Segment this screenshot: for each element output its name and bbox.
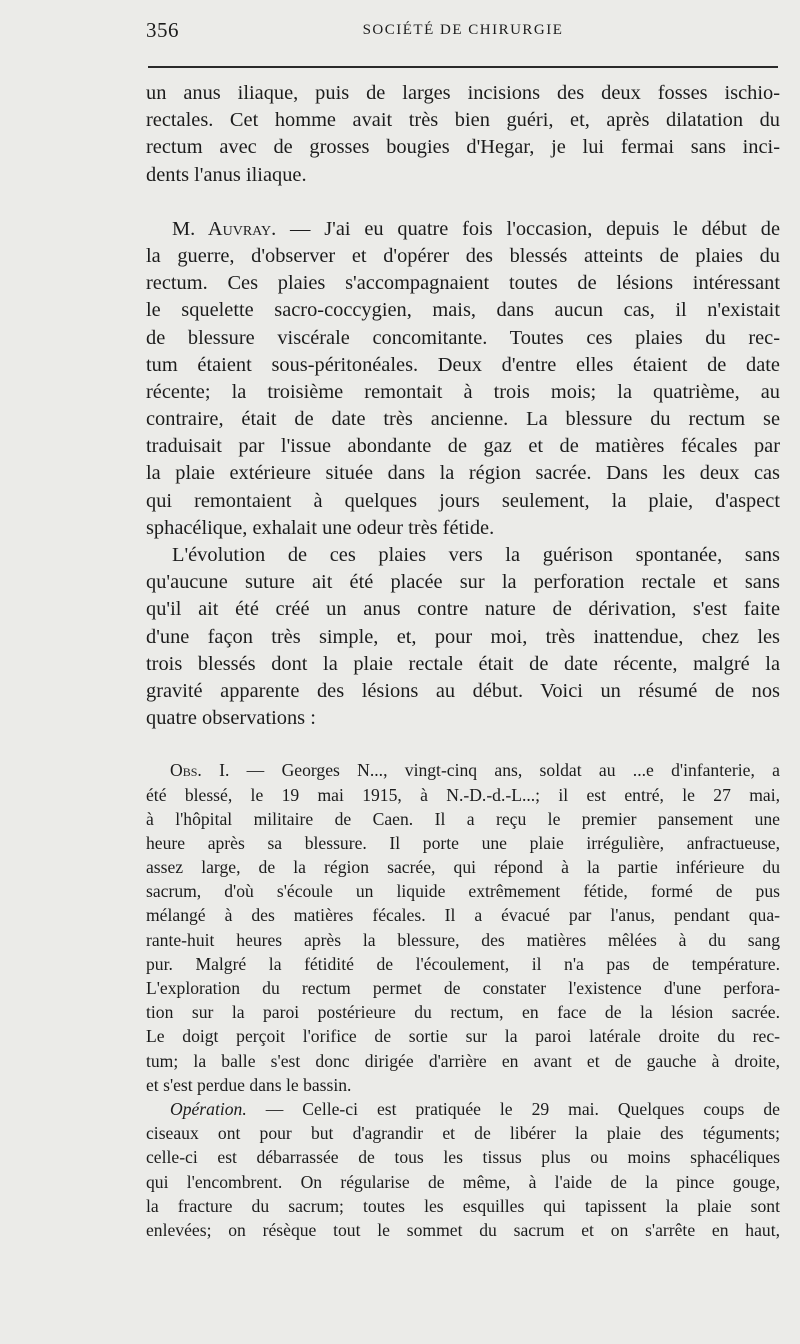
paragraph-evolution	[146, 542, 780, 732]
text-line: rante-huit heures après la blessure, des matières mêlées à du sang	[146, 929, 780, 950]
text-line: trois blessés dont la plaie rectale était de date récente, malgré la	[146, 652, 780, 675]
text-line: la plaie extérieure située dans la région sacrée. Dans les deux cas	[146, 462, 780, 485]
text-line: rectales. Cet homme avait très bien guéri, et, après dilatation du	[146, 109, 780, 132]
text-line: tum étaient sous-péritonéales. Deux d'entre elles étaient de date	[146, 353, 780, 376]
text-line: Obs. I. — Georges N..., vingt-cinq ans, soldat au ...e d'infanterie, a	[170, 760, 780, 781]
paragraph-continuation	[146, 80, 780, 189]
operation-paragraph	[146, 1097, 780, 1242]
page-header	[146, 16, 780, 46]
text-line: enlevées; on résèque tout le sommet du sacrum et on s'arrête en haut,	[146, 1219, 780, 1240]
text-line: un anus iliaque, puis de larges incisions des deux fosses ischio-	[146, 82, 780, 104]
running-head: SOCIÉTÉ DE CHIRURGIE	[362, 22, 564, 38]
text-line: de blessure viscérale concomitante. Toutes ces plaies du rec-	[146, 326, 780, 349]
text-line: rectum avec de grosses bougies d'Hegar, je lui fermai sans inci-	[146, 136, 780, 159]
text-line: Le doigt perçoit l'orifice de sortie sur la paroi latérale droite du rec-	[146, 1026, 780, 1047]
operation-label: Opération.	[170, 1098, 247, 1119]
text-line: la guerre, d'observer et d'opérer des blessés atteints de plaies du	[146, 244, 780, 267]
text-line: ciseaux ont pour but d'agrandir et de libérer la plaie des téguments;	[146, 1123, 780, 1144]
text-line: assez large, de la région sacrée, qui répond à la partie inférieure du	[146, 857, 780, 878]
page-number: 356	[146, 18, 179, 42]
text-line: et s'est perdue dans le bassin.	[146, 1074, 352, 1095]
text-line: celle-ci est débarrassée de tous les tissus plus ou moins sphacéliques	[146, 1147, 780, 1168]
text-line: sacrum, d'où s'écoule un liquide extrêmement fétide, formé de pus	[146, 881, 780, 902]
text-line: tum; la balle s'est donc dirigée d'arrière en avant et de gauche à droite,	[146, 1050, 780, 1071]
text-line: quatre observations :	[146, 707, 316, 730]
text-line: la fracture du sacrum; toutes les esquilles qui tapissent la plaie sont	[146, 1195, 780, 1216]
text-line: gravité apparente des lésions au début. Voici un résumé de nos	[146, 679, 780, 702]
text-line: L'exploration du rectum permet de constater l'existence d'une perfora-	[146, 978, 780, 998]
text-line: récente; la troisième remontait à trois mois; la quatrième, au	[146, 380, 780, 403]
text-line: qui l'encombrent. On régularise de même, à l'aide de la pince gouge,	[146, 1171, 780, 1192]
observation-label: Obs. I.	[170, 760, 230, 781]
text-line: à l'hôpital militaire de Caen. Il a reçu le premier pansement une	[146, 808, 780, 829]
text-line: traduisait par l'issue abondante de gaz et de matières fécales par	[146, 435, 780, 458]
text-line: L'évolution de ces plaies vers la guérison spontanée, sans	[172, 544, 780, 566]
text-line: heure après sa blessure. Il porte une plaie irrégulière, anfractueuse,	[146, 832, 780, 853]
text-line: le squelette sacro-coccygien, mais, dans aucun cas, il n'existait	[146, 299, 780, 322]
text-line: contraire, était de date très ancienne. La blessure du rectum se	[146, 408, 780, 431]
text-line: pur. Malgré la fétidité de l'écoulement, il n'a pas de température.	[146, 953, 780, 974]
speaker-name: M. Auvray.	[172, 217, 277, 240]
observation-1	[146, 758, 780, 1097]
header-rule	[148, 66, 778, 68]
text-line: qui remontaient à quelques jours seulement, la plaie, d'aspect	[146, 489, 780, 512]
text-line: qu'il ait été créé un anus contre nature de dérivation, s'est faite	[146, 598, 780, 621]
text-line: dents l'anus iliaque.	[146, 163, 307, 186]
text-line: M. Auvray. — J'ai eu quatre fois l'occasion, depuis le début de	[172, 217, 780, 240]
text-line: d'une façon très simple, et, pour moi, très inattendue, chez les	[146, 625, 780, 648]
text-line: rectum. Ces plaies s'accompagnaient toutes de lésions intéressant	[146, 272, 780, 295]
text-line: Opération. — Celle-ci est pratiquée le 29 mai. Quelques coups de	[170, 1098, 780, 1119]
text-line: été blessé, le 19 mai 1915, à N.-D.-d.-L...; il est entré, le 27 mai,	[146, 784, 780, 805]
body-text	[146, 80, 780, 1242]
text-line: mélangé à des matières fécales. Il a évacué par l'anus, pendant qua-	[146, 905, 780, 926]
paragraph-auvray	[146, 216, 780, 542]
text-line: tion sur la paroi postérieure du rectum, en face de la lésion sacrée.	[146, 1002, 780, 1023]
text-line: sphacélique, exhalait une odeur très fétide.	[146, 516, 495, 539]
text-line: qu'aucune suture ait été placée sur la perforation rectale et sans	[146, 571, 780, 594]
